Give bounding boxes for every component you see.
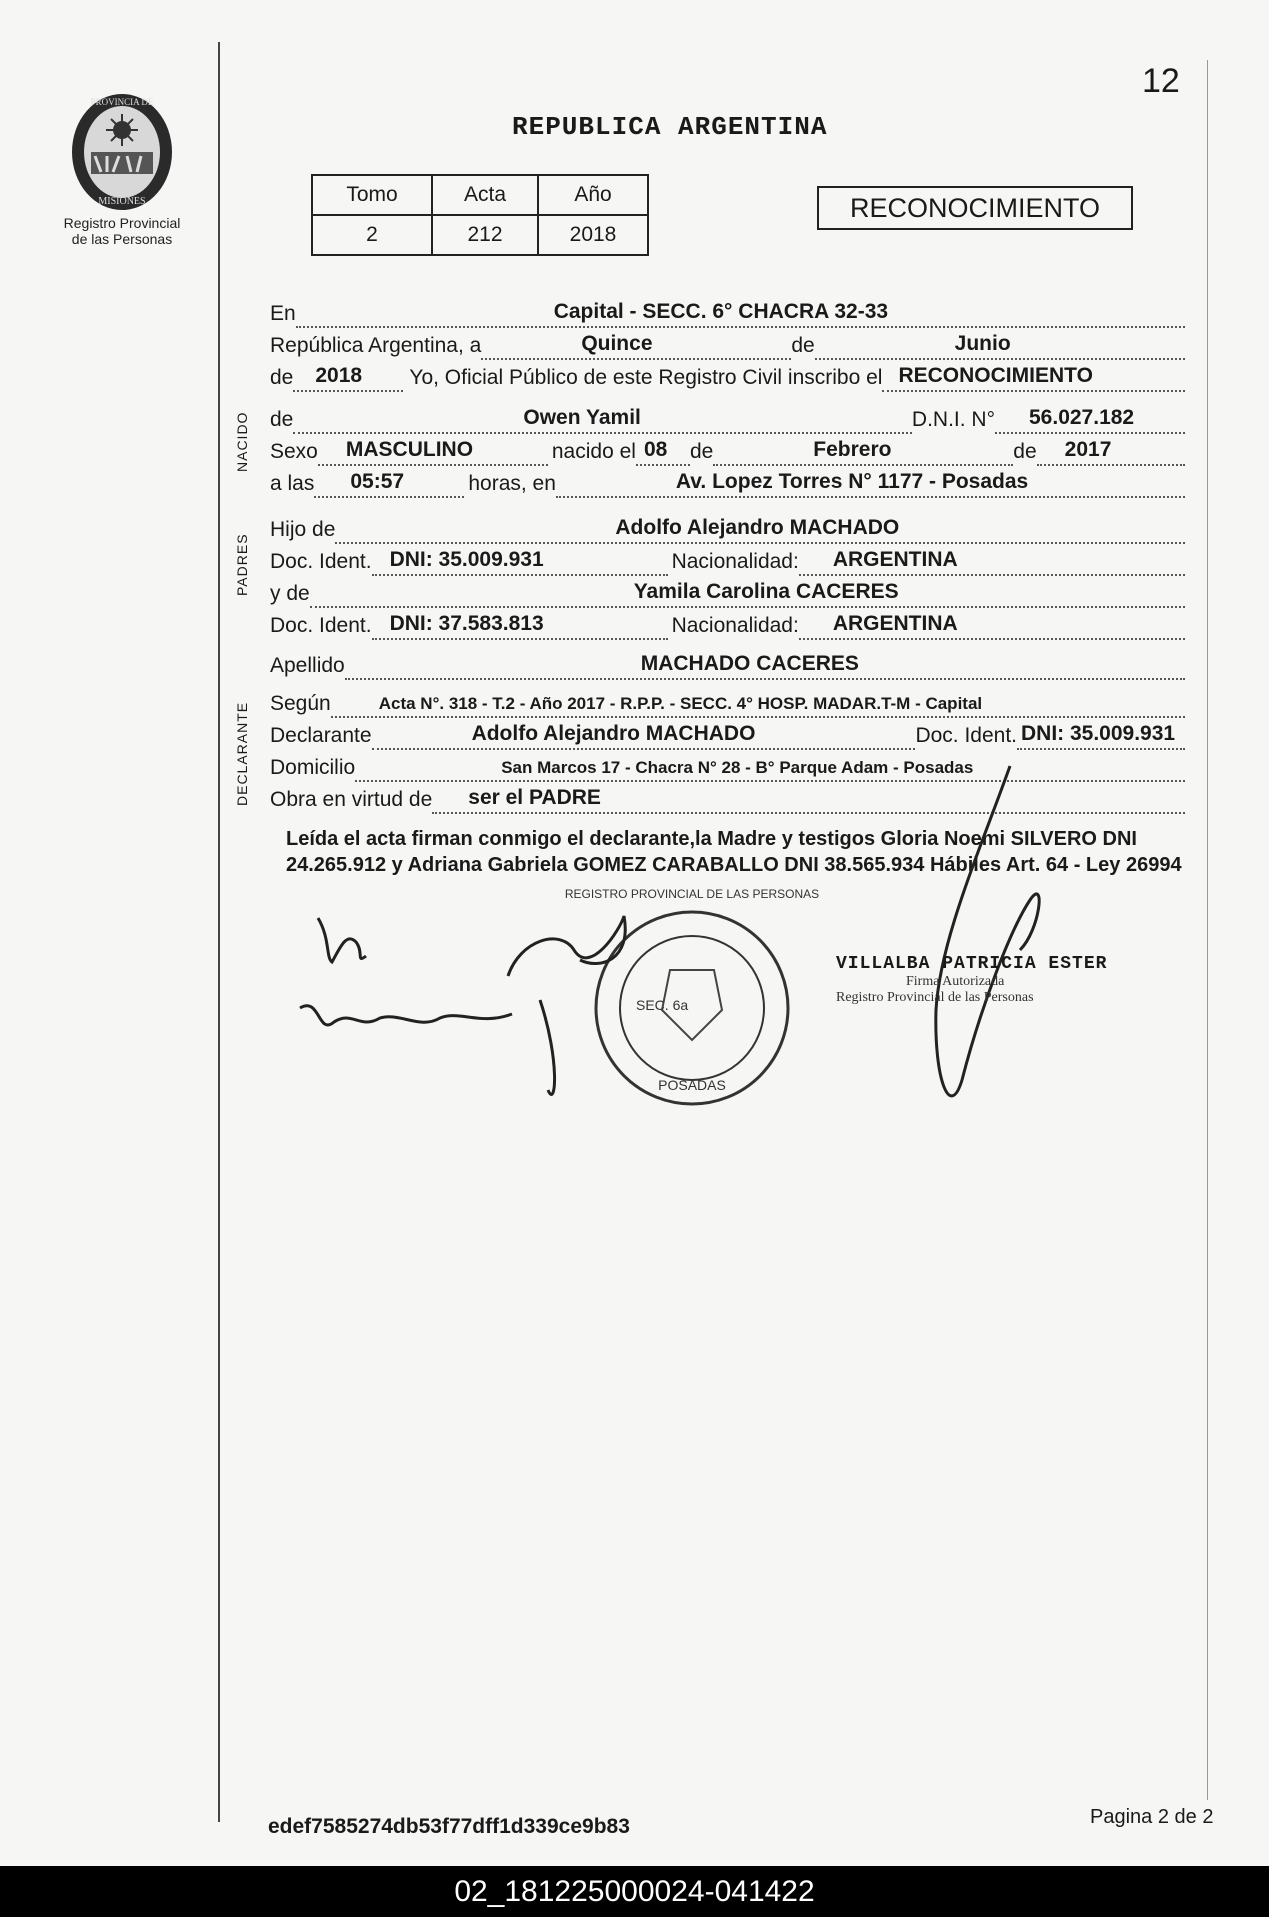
label-yo: Yo, Oficial Público de este Registro Civil inscribo el [409, 366, 883, 389]
value-nac-anio: 2017 [1064, 438, 1112, 461]
value-segun: Acta N°. 318 - T.2 - Año 2017 - R.P.P. - SECC. 4° HOSP. MADAR.T-M - Capital [378, 694, 983, 713]
label-doc-ident-declarante: Doc. Ident. [915, 724, 1017, 747]
value-hora: 05:57 [350, 470, 405, 493]
value-lugar-nac: Av. Lopez Torres N° 1177 - Posadas [675, 470, 1029, 493]
official-signature-block [836, 954, 1156, 1006]
value-madre-nac: ARGENTINA [832, 612, 958, 635]
label-horas-en: horas, en [468, 472, 556, 495]
label-de-nac-anio: de [1013, 440, 1037, 463]
file-id-footer: 02_181225000024-041422 [0, 1866, 1269, 1917]
stamp-city-text: POSADAS [658, 1077, 726, 1093]
header-acta: Acta [432, 175, 538, 215]
label-dni: D.N.I. N° [911, 408, 995, 431]
value-madre: Yamila Carolina CACERES [633, 580, 899, 603]
label-nacido-el: nacido el [551, 440, 636, 463]
label-nacionalidad-madre: Nacionalidad: [671, 614, 799, 637]
value-nombre: Owen Yamil [523, 406, 641, 429]
label-nacionalidad-padre: Nacionalidad: [671, 550, 799, 573]
value-nac-dia: 08 [643, 438, 668, 461]
official-org: Registro Provincial de las Personas [836, 990, 1034, 1005]
value-madre-doc: DNI: 37.583.813 [389, 612, 544, 635]
label-segun: Según [270, 692, 331, 715]
label-apellido: Apellido [270, 654, 345, 677]
label-de-nombre: de [270, 408, 294, 431]
label-a-las: a las [270, 472, 315, 495]
header-anio: Año [538, 175, 648, 215]
value-declarante: Adolfo Alejandro MACHADO [471, 722, 756, 745]
label-y-de: y de [270, 582, 310, 605]
page-number: 12 [1142, 62, 1180, 100]
side-label-nacido: NACIDO [234, 411, 250, 472]
label-doc-ident-padre: Doc. Ident. [270, 550, 372, 573]
header-tomo: Tomo [312, 175, 432, 215]
label-declarante: Declarante [270, 724, 372, 747]
closing-statement: Leída el acta firman conmigo el declarante,la Madre y testigos Gloria Noemi SILVERO DNI 24.265.912 y Adriana Gabriela GOMEZ CARABALLO DNI 38.565.934 Hábiles Art. 64 - Ley 26994 [286, 828, 1182, 876]
signature-witness [300, 1006, 512, 1025]
logo-org-line2: de las Personas [71, 231, 173, 247]
value-anio: 2018 [315, 364, 363, 387]
value-mes: Junio [954, 332, 1011, 355]
value-obra: ser el PADRE [468, 786, 601, 809]
value-padre-doc: DNI: 35.009.931 [389, 548, 544, 571]
value-lugar: Capital - SECC. 6° CHACRA 32-33 [553, 300, 889, 323]
registry-stamp [565, 887, 819, 1104]
value-domicilio: San Marcos 17 - Chacra N° 28 - B° Parque Adam - Posadas [501, 758, 974, 777]
label-republica: República Argentina, a [270, 334, 482, 357]
document-title: REPUBLICA ARGENTINA [512, 112, 828, 142]
label-de-mes: de [791, 334, 815, 357]
pagination: Pagina 2 de 2 [1090, 1806, 1214, 1828]
label-obra: Obra en virtud de [270, 788, 433, 811]
value-sexo: MASCULINO [345, 438, 474, 461]
record-type-box: RECONOCIMIENTO [817, 186, 1133, 230]
logo-org-line1: Registro Provincial [63, 215, 181, 231]
label-sexo: Sexo [270, 440, 318, 463]
signature-mother [318, 918, 366, 962]
official-role: Firma Autorizada [906, 974, 1005, 989]
value-declarante-doc: DNI: 35.009.931 [1021, 722, 1176, 745]
label-hijo-de: Hijo de [270, 518, 336, 541]
emblem-top-text: PROVINCIA DE [90, 97, 154, 107]
stamp-sec-text: SEC. 6a [636, 997, 689, 1013]
label-en: En [270, 302, 296, 325]
value-dia: Quince [581, 332, 653, 355]
signature-declarant [508, 916, 625, 1094]
value-tomo: 2 [312, 215, 432, 255]
value-nac-mes: Febrero [813, 438, 892, 461]
signature-official [936, 766, 1039, 1096]
value-anio: 2018 [538, 215, 648, 255]
value-dni: 56.027.182 [1029, 406, 1135, 429]
document-hash: edef7585274db53f77dff1d339ce9b83 [268, 1815, 630, 1838]
label-de-nac-mes: de [689, 440, 714, 463]
emblem-bottom-text: MISIONES [98, 196, 146, 207]
side-label-padres: PADRES [234, 533, 250, 596]
stamp-ring-text: REGISTRO PROVINCIAL DE LAS PERSONAS [564, 887, 820, 901]
label-doc-ident-madre: Doc. Ident. [270, 614, 372, 637]
value-acta: 212 [432, 215, 538, 255]
value-padre-nac: ARGENTINA [832, 548, 958, 571]
value-tipo-inscripcion: RECONOCIMIENTO [898, 364, 1093, 387]
official-name: VILLALBA PATRICIA ESTER [836, 954, 1108, 974]
label-de-anio: de [270, 366, 294, 389]
side-label-declarante: DECLARANTE [234, 701, 250, 806]
value-apellido: MACHADO CACERES [640, 652, 859, 675]
value-padre: Adolfo Alejandro MACHADO [615, 516, 900, 539]
label-domicilio: Domicilio [270, 756, 356, 779]
